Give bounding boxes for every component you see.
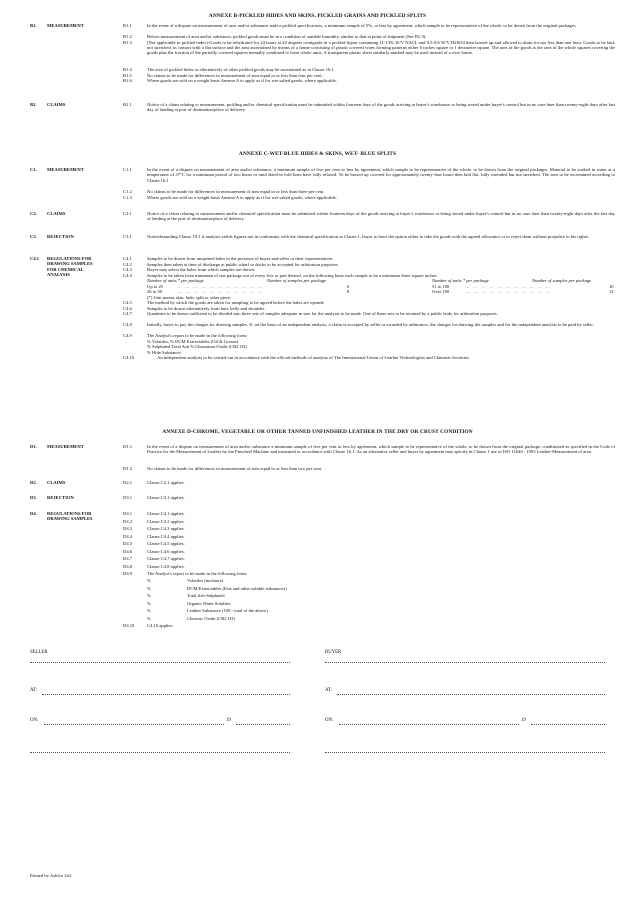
clause-number: D4.2 xyxy=(123,518,133,524)
clause-number: D4.10 xyxy=(123,623,135,628)
clause-text: The method by which the goods are taken for sampling to be agreed before the bales are opened. xyxy=(147,300,325,305)
buyer-signature-line[interactable] xyxy=(325,662,605,663)
buyer-extra-line[interactable] xyxy=(325,752,605,753)
clause-text: In the event of a dispute on measurement of area and/or substance and/or pickled specifications, a minimum sample of 5%, or less by agreement, which sample to be representative of the whole, to be drawn from the original packages. xyxy=(147,23,577,28)
seller-signature-line[interactable] xyxy=(30,662,290,663)
clause-text: An independent analysis to be carried out in accordance with the official methods of analysis of The International Union of Leather Technologists and Chemists Societies. xyxy=(157,355,470,360)
heading-line: REGULATIONS FOR xyxy=(47,256,92,261)
clause-text: Notwithstanding Clause 19.1 if analysis yields figures not in conformity with the chemical specification in Clause 1, buyer to have the option either to take the goods with the agreed allowance or to reject them without prejudice to his rights. xyxy=(147,234,589,239)
clause-number: B1.6 xyxy=(123,78,132,83)
clause-text: C4.10 applies. xyxy=(147,623,174,628)
report-line xyxy=(147,578,615,583)
clause-text: The area of pickled hides or alternatively of other pickled goods may be ascertained as in Clause 16.1 xyxy=(147,67,334,72)
seller-label: SELLER xyxy=(30,650,48,655)
clause-text: No claims to be made for differences in measurement of area equal to or less than two per cent. xyxy=(147,466,323,471)
clause-number: D4.8 xyxy=(123,563,133,569)
report-item: Leather Substance (100 - total of the above) xyxy=(187,608,268,613)
clause-number: B2.1 xyxy=(123,102,132,107)
clause-number: C4.5 xyxy=(123,300,132,305)
percent-sign: % xyxy=(147,585,151,591)
annex-b-title: ANNEXE B-PICKLED HIDES AND SKINS, PICKLED GRAINS AND PICKLED SPLITS xyxy=(208,13,427,19)
clause-text: Clause C4.5 applies. xyxy=(147,541,185,546)
table-cell: 6 xyxy=(347,283,350,289)
clause-text: Clause C4.6 applies. xyxy=(147,548,185,554)
clause-number: D1.1 xyxy=(123,444,133,449)
table-cell: Over 100 xyxy=(432,289,450,294)
buyer-year-label: 19 xyxy=(521,718,526,723)
clause-text: Quantities to be drawn sufficient to be divided into three sets of samples adequate in size for the analysis to be made. One of these sets to be retained by a public body for arbitration purposes. xyxy=(147,311,498,316)
clause-text: Clause C2.1 applies. xyxy=(147,480,185,485)
heading-line: DRAWING SAMPLES xyxy=(47,516,93,522)
clause-text: Notice of a claim relating to measurement, pickling and/or chemical specification must be submitted within fourteen days of the goods arriving at buyer's warehouse or being stored under buyer's control but in no case later than twenty-eight days after last day of landing at port of destination/place of delivery. xyxy=(147,102,615,113)
seller-year-field[interactable] xyxy=(236,724,290,725)
report-item: Chromic Oxide (CR2 O3) xyxy=(187,615,235,621)
heading-line: REGULATIONS FOR xyxy=(47,511,92,516)
seller-extra-line[interactable] xyxy=(30,752,290,753)
clause-number: B1.4 xyxy=(123,67,132,72)
report-line xyxy=(147,586,615,591)
heading-line: FOR CHEMICAL xyxy=(47,266,84,272)
table-cell: Up to 25 xyxy=(147,283,164,289)
table-header: Number of units * per package xyxy=(147,278,204,283)
clause-text: Clause C3.1 applies. xyxy=(147,495,185,500)
section-heading xyxy=(47,511,122,522)
clause-text: In the event of a dispute on measurement of area and/or substance a minimum sample of five per cent or less by agreement, which sample to be representative of the whole, to be drawn from the original package, conditioned as specified in the Code of Practice for the Measurement of Leather by the Pinwheel Machine and measured in accordance with Clause 16.1. As an alternative seller and buyer by agreement may specify in Clause 1 use of ISO 11646 : 1993 Leather-Measurement of area. xyxy=(147,444,615,455)
clause-number: B1.2 xyxy=(123,34,132,39)
report-item: Organic Water Solubles xyxy=(187,600,231,606)
clause-text: Samples to be drawn alternatively from butt, belly and shoulder. xyxy=(147,305,266,311)
report-line: % Hide Substance. xyxy=(147,349,182,355)
section-code: B2. xyxy=(30,102,37,107)
clause-number: B1.5 xyxy=(123,72,132,78)
clause-text: Initially, buyer to pay the charges for drawing samples. If, on the basis of an independent analysis, a claim is accepted by seller or awarded by arbitrators, the charges for drawing the samples and for the independent analysis to be paid by seller. xyxy=(147,322,594,327)
section-code: C2. xyxy=(30,211,37,216)
table-header: Number of samples per package xyxy=(267,278,327,283)
percent-sign: % xyxy=(147,593,151,598)
section-heading: MEASUREMENT xyxy=(47,23,84,28)
clause-number: D4.1 xyxy=(123,511,133,516)
clause-text: Buyer may select the bales from which samples are drawn. xyxy=(147,267,256,272)
section-heading: CLAIMS xyxy=(47,480,66,485)
clause-number: C3.1 xyxy=(123,234,132,239)
clause-number: C2.1 xyxy=(123,211,132,216)
section-heading: CLAIMS xyxy=(47,102,66,107)
section-code: C1. xyxy=(30,167,37,172)
printer-credit: Printed by Adelco Ltd. xyxy=(30,873,72,878)
clause-text: Samples to be drawn from unopened bales in the presence of buyer and seller or their representatives. xyxy=(147,256,334,261)
clause-text: Notice of a claim relating to measurement and/or chemical specification must be submitted within fourteen days of the goods arriving at buyer's warehouse or being stored under buyer's control but in no case later than twenty-eight days after the last day of landing at the port of destination/place of delivery. xyxy=(147,211,615,222)
clause-text: Clause C4.7 applies. xyxy=(147,556,185,561)
clause-text: Samples then taken at time of discharge at public wharf or docks to be accepted for arbitration purposes. xyxy=(147,261,339,267)
clause-number: D4.5 xyxy=(123,541,133,546)
clause-number: C4.3 xyxy=(123,267,132,272)
section-code: D4. xyxy=(30,511,37,516)
clause-text: No claims to be made for differences in measurement of area equal to or less than three per cent. xyxy=(147,189,325,194)
clause-number: D4.9 xyxy=(123,571,133,576)
seller-at-field[interactable] xyxy=(42,694,290,695)
clause-text: In the event of a dispute on measurement of area and/or substance, a minimum sample of five per cent or less by agreement, which sample to be representative of the whole, to be drawn from the original packages. Material to be soaked in water at a temperature of 37°C for a minimum period of two hours or until dried-in fold lines have fully relaxed. To be horsed up covered for approximately twenty-four hours then laid flat, fully extended but not stretched. The area to be ascertained according to Clause 16.1 xyxy=(147,167,615,183)
clause-number: B1.1 xyxy=(123,23,132,28)
buyer-label: BUYER xyxy=(325,650,342,655)
table-cell: 51 to 100 xyxy=(432,283,450,289)
clause-number: B1.3 xyxy=(123,39,132,45)
clause-text: Where goods are sold on a weight basis Annexe A to apply as if for wet salted goods, where applicable. xyxy=(147,78,337,83)
report-line: % Sulphated Total Ash % Chromium Oxide (CR2 O3) xyxy=(147,344,247,349)
clause-number: C4.9 xyxy=(123,333,132,338)
section-heading: CLAIMS xyxy=(47,211,66,216)
buyer-on-label: ON: xyxy=(325,718,334,723)
clause-text: Clause C4.3 applies. xyxy=(147,526,185,531)
table-cell: 26 to 50 xyxy=(147,289,163,294)
report-line xyxy=(147,601,615,606)
clause-number: D3.1 xyxy=(123,495,133,500)
table-header: Number of units * per package xyxy=(432,278,489,283)
report-item: Volatiles (moisture) xyxy=(187,578,224,583)
clause-number: C1.3 xyxy=(123,194,132,200)
clause-text: The Analyst's report to be made in the following form: xyxy=(147,333,248,338)
report-item: Total Ash-Sulphated xyxy=(187,593,225,598)
clause-number: C4.8 xyxy=(123,322,132,327)
section-heading: REJECTION xyxy=(47,495,74,500)
section-heading: MEASUREMENT xyxy=(47,444,84,449)
clause-text: Clause C4.2 applies. xyxy=(147,518,185,524)
table-row: Up to 25 … … … … … … … … … … … 6 51 to 100 … … … … … … … … … … … 10 xyxy=(147,283,614,289)
buyer-at-field[interactable] xyxy=(337,694,605,695)
clause-number: D1.2 xyxy=(123,466,133,471)
clause-text: The Analyst's report to be made in the following form: xyxy=(147,571,248,576)
clause-number: D2.1 xyxy=(123,480,133,485)
clause-text: Samples to be taken from minimum of one package out of every five or part thereof, on the following basis each sample to be a minimum three square inches. xyxy=(147,272,438,278)
seller-year-label: 19 xyxy=(226,718,231,723)
clause-number: C4.10 xyxy=(123,355,135,360)
clause-number: C4.1 xyxy=(123,256,132,261)
section-b1 xyxy=(30,23,615,83)
table-header: Number of samples per package xyxy=(532,278,592,283)
section-heading xyxy=(47,256,122,278)
percent-sign: % xyxy=(147,608,151,613)
annex-c-title: ANNEXE C-WET-BLUE HIDES & SKINS, WET- BLUE SPLITS xyxy=(238,151,397,157)
buyer-at-label: AT: xyxy=(325,688,332,693)
heading-line: DRAWING SAMPLES xyxy=(47,261,93,267)
clause-number: C4.2 xyxy=(123,261,132,267)
section-code: C3. xyxy=(30,234,37,239)
buyer-year-field[interactable] xyxy=(531,724,605,725)
section-code: B1. xyxy=(30,23,37,28)
report-line xyxy=(147,616,615,621)
buyer-date-field[interactable] xyxy=(339,724,519,725)
seller-at-label: AT: xyxy=(30,688,37,693)
seller-date-field[interactable] xyxy=(44,724,224,725)
clause-text: Where goods are sold on a weight basis Annexe A to apply as if for wet salted goods, where applicable. xyxy=(147,194,337,200)
percent-sign: % xyxy=(147,600,151,606)
table-cell: 8 xyxy=(347,289,350,294)
clause-number: C1.1 xyxy=(123,167,132,172)
section-code: D2. xyxy=(30,480,37,485)
clause-number: C1.2 xyxy=(123,189,132,194)
section-heading: REJECTION xyxy=(47,234,74,239)
table-cell: 12 xyxy=(609,289,614,294)
section-code: D1. xyxy=(30,444,37,449)
clause-number: C4.6 xyxy=(123,305,132,311)
percent-sign: % xyxy=(147,615,151,621)
clause-text: Before measurement of area and/or substance, pickled goods must be in a condition of suitable humidity, similar to that at point of shipment (See B1.3). xyxy=(147,34,427,39)
clause-text: Clause C4.1 applies. xyxy=(147,511,185,516)
section-heading: MEASUREMENT xyxy=(47,167,84,172)
clause-text: (Not applicable to pickled hides)-Goods to be rehydrated for 24 hours at 22 degrees centigrade in a pickled liquor containing 11-13% W/V NACL and 0.5-0.6 W/V H2SO4 then horsed up and allowed to drain for not less than one hour. Goods to be laid, not stretched, in contact with a flat surface and the area ascertained by means of a frame consisting of plastic covered wires forming patterns either 6 inches square or 1 decimetre square. The area of the goods is the area of the whole squares covering the goods plus the fraction of the partially covered squares mentally combined to form whole units. A transparent plastic sheet similarly marked may be used instead of a wire frame. xyxy=(147,39,615,56)
section-code: D3. xyxy=(30,495,37,500)
report-item: DCM Extractables (Fats and other soluble substances) xyxy=(187,585,287,591)
clause-number: C4.7 xyxy=(123,311,132,316)
seller-on-label: ON: xyxy=(30,718,39,723)
heading-line: ANALYSIS xyxy=(47,272,70,278)
table-row: 26 to 50 … … … … … … … … … … … 8 Over 100 … … … … … … … … … … … 12 xyxy=(147,289,614,294)
table-footnote: (*) Unit means skin, hide, split or other piece. xyxy=(147,294,232,300)
section-code: C4.1 xyxy=(30,256,40,261)
percent-sign: % xyxy=(147,578,151,583)
annex-d-title: ANNEXE D-CHROME, VEGETABLE OR OTHER TANNED UNFINISHED LEATHER IN THE DRY OR CRUST CONDITION xyxy=(162,429,473,435)
clause-number: C4.4 xyxy=(123,272,132,278)
report-line: % Volatiles, % DCM Extractables (Oil & Grease). xyxy=(147,338,240,344)
report-line xyxy=(147,593,615,598)
clause-number: D4.6 xyxy=(123,548,133,554)
clause-number: D4.4 xyxy=(123,533,133,539)
clause-number: D4.7 xyxy=(123,556,133,561)
clause-text: Clause C4.8 applies. xyxy=(147,563,185,569)
clause-text: No claims to be made for differences in measurement of area equal to or less than four per cent. xyxy=(147,72,323,78)
clause-number: D4.3 xyxy=(123,526,133,531)
clause-text: Clause C4.4 applies. xyxy=(147,533,185,539)
report-line xyxy=(147,608,615,613)
table-cell: 10 xyxy=(609,283,614,289)
